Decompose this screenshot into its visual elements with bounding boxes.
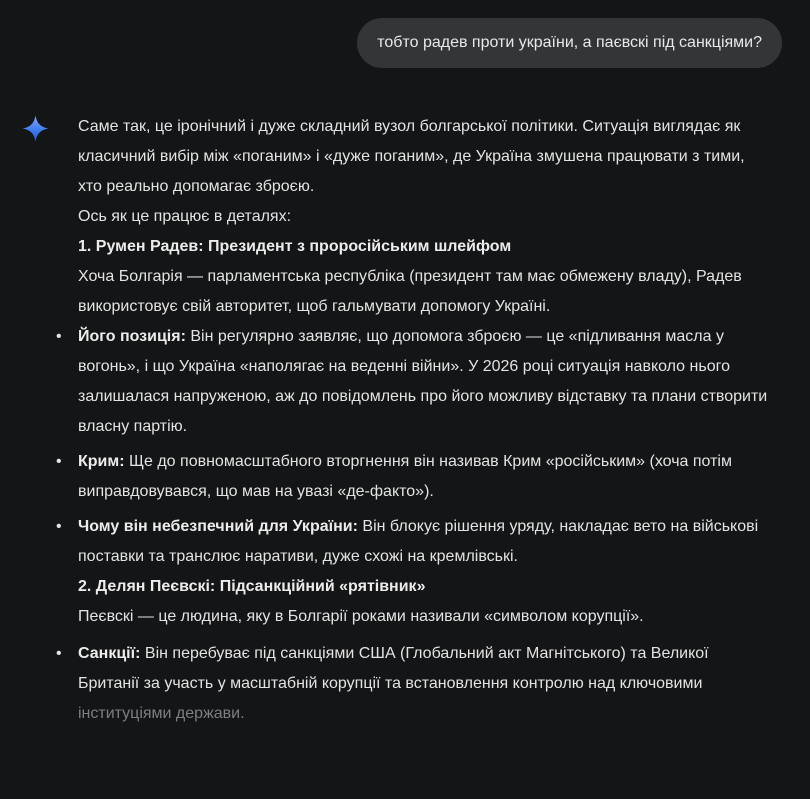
bullet-text: Він регулярно заявляє, що допомога зброєю — це «підливання масла у вогонь», і що Україна «наполягає на веденні війни». У 2026 році ситуація навколо нього залишалася напруженою, аж до повідомлень про його можливу відставку та плани створити власну партію.	[78, 328, 768, 435]
section-1-heading: 1. Румен Радев: Президент з проросійським шлейфом	[78, 238, 512, 255]
gemini-sparkle-icon	[22, 113, 49, 144]
bullet-label: Його позиція:	[78, 328, 186, 345]
section-2-heading: 2. Делян Пеєвскі: Підсанкційний «рятівник»	[78, 578, 426, 595]
section-2-bullet-list	[78, 639, 770, 729]
bullet-label: Чому він небезпечний для України:	[78, 518, 358, 535]
assistant-avatar-column	[22, 112, 78, 729]
user-message-text: тобто радев проти україни, а паєвскі під санкціями?	[377, 34, 762, 51]
list-item	[78, 639, 770, 729]
section-1-bullet-list	[78, 322, 770, 572]
section-1-paragraph: Хоча Болгарія — парламентська республіка (президент там має обмежену владу), Радев використовує свій авторитет, щоб гальмувати допомогу Україні.	[78, 268, 742, 315]
user-message-bubble	[357, 18, 782, 68]
list-item	[78, 322, 770, 442]
bullet-text: Він блокує рішення уряду, накладає вето на військові поставки та транслює наративи, дуже схожі на кремлівські.	[78, 518, 759, 565]
bullet-text: Він перебуває під санкціями США (Глобальний акт Магнітського) та Великої Британії за участь у масштабній корупції та встановлення контролю над ключовими	[78, 645, 709, 692]
bullet-text: Ще до повномасштабного вторгнення він називав Крим «російським» (хоча потім виправдовувався, що мав на увазі «де-факто»).	[78, 453, 732, 500]
details-lead: Ось як це працює в деталях:	[78, 208, 292, 225]
user-message-row	[0, 0, 810, 68]
section-2-paragraph: Пеєвскі — це людина, яку в Болгарії роками називали «символом корупції».	[78, 608, 644, 625]
intro-paragraph: Саме так, це іронічний і дуже складний вузол болгарської політики. Ситуація виглядає як класичний вибір між «поганим» і «дуже поганим», де Україна змушена працювати з тими, хто реально допомагає зброєю.	[78, 118, 745, 195]
list-item	[78, 447, 770, 507]
bullet-label: Санкції:	[78, 645, 141, 662]
bullet-label: Крим:	[78, 453, 125, 470]
assistant-message-row	[0, 112, 810, 729]
list-item	[78, 512, 770, 572]
assistant-message-content	[78, 112, 770, 729]
bullet-text-faded: інституціями держави.	[78, 705, 245, 722]
